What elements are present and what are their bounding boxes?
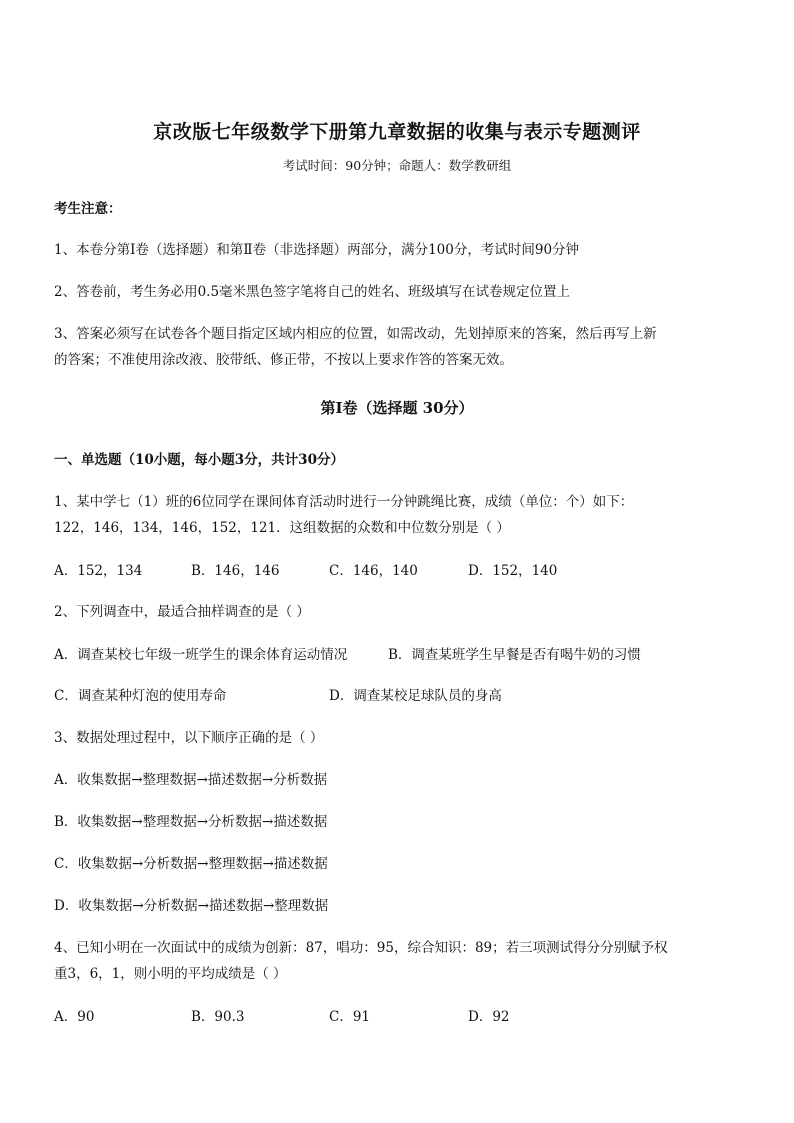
notice-item-continued: 的答案；不准使用涂改液、胶带纸、修正带，不按以上要求作答的答案无效。: [54, 352, 513, 368]
question-4-stem: 4、已知小明在一次面试中的成绩为创新：87，唱功：95，综合知识：89；若三项测试得分分别赋予权: [54, 940, 668, 956]
exam-title: 京改版七年级数学下册第九章数据的收集与表示专题测评: [153, 121, 641, 143]
question-2-option-c[interactable]: C．调查某种灯泡的使用寿命: [54, 688, 227, 704]
question-2-stem: 2、下列调查中，最适合抽样调查的是（ ）: [54, 604, 310, 620]
question-4-option-d[interactable]: D．92: [468, 1009, 510, 1025]
question-2-option-a[interactable]: A．调查某校七年级一班学生的课余体育运动情况: [54, 647, 348, 663]
question-3-option-c[interactable]: C．收集数据→分析数据→整理数据→描述数据: [54, 856, 328, 872]
notice-heading: 考生注意：: [54, 201, 122, 217]
question-4-option-a[interactable]: A．90: [54, 1009, 95, 1025]
question-4-option-c[interactable]: C．91: [329, 1009, 371, 1025]
question-1-stem: 1、某中学七（1）班的6位同学在课间体育活动时进行一分钟跳绳比赛，成绩（单位：个）如下：: [54, 494, 634, 510]
question-2-option-d[interactable]: D．调查某校足球队员的身高: [329, 688, 502, 704]
section-title: 一、单选题（10小题，每小题3分，共计30分）: [54, 452, 344, 468]
notice-item: 2、答卷前，考生务必用0.5毫米黑色签字笔将自己的姓名、班级填写在试卷规定位置上: [54, 284, 571, 300]
question-1-option-d[interactable]: D．152，140: [468, 563, 558, 579]
question-1-option-c[interactable]: C．146，140: [329, 563, 418, 579]
exam-subtitle: 考试时间：90分钟；命题人：数学教研组: [282, 158, 512, 173]
notice-item: 1、本卷分第Ⅰ卷（选择题）和第Ⅱ卷（非选择题）两部分，满分100分，考试时间90分钟: [54, 242, 580, 258]
question-2-option-b[interactable]: B．调查某班学生早餐是否有喝牛奶的习惯: [388, 647, 641, 663]
notice-item: 3、答案必须写在试卷各个题目指定区域内相应的位置，如需改动，先划掉原来的答案，然后再写上新: [54, 326, 657, 342]
question-3-option-d[interactable]: D．收集数据→分析数据→描述数据→整理数据: [54, 898, 329, 914]
question-1-option-a[interactable]: A．152，134: [54, 563, 143, 579]
question-4-stem-continued: 重3，6，1，则小明的平均成绩是（ ）: [54, 966, 287, 982]
question-3-option-b[interactable]: B．收集数据→整理数据→分析数据→描述数据: [54, 814, 328, 830]
question-1-stem-continued: 122，146，134，146，152，121．这组数据的众数和中位数分别是（ ）: [54, 520, 510, 536]
question-3-option-a[interactable]: A．收集数据→整理数据→描述数据→分析数据: [54, 772, 328, 788]
part-title: 第Ⅰ卷（选择题 30分）: [320, 399, 474, 417]
question-3-stem: 3、数据处理过程中，以下顺序正确的是（ ）: [54, 730, 324, 746]
question-1-option-b[interactable]: B．146，146: [191, 563, 280, 579]
question-4-option-b[interactable]: B．90.3: [191, 1009, 245, 1025]
